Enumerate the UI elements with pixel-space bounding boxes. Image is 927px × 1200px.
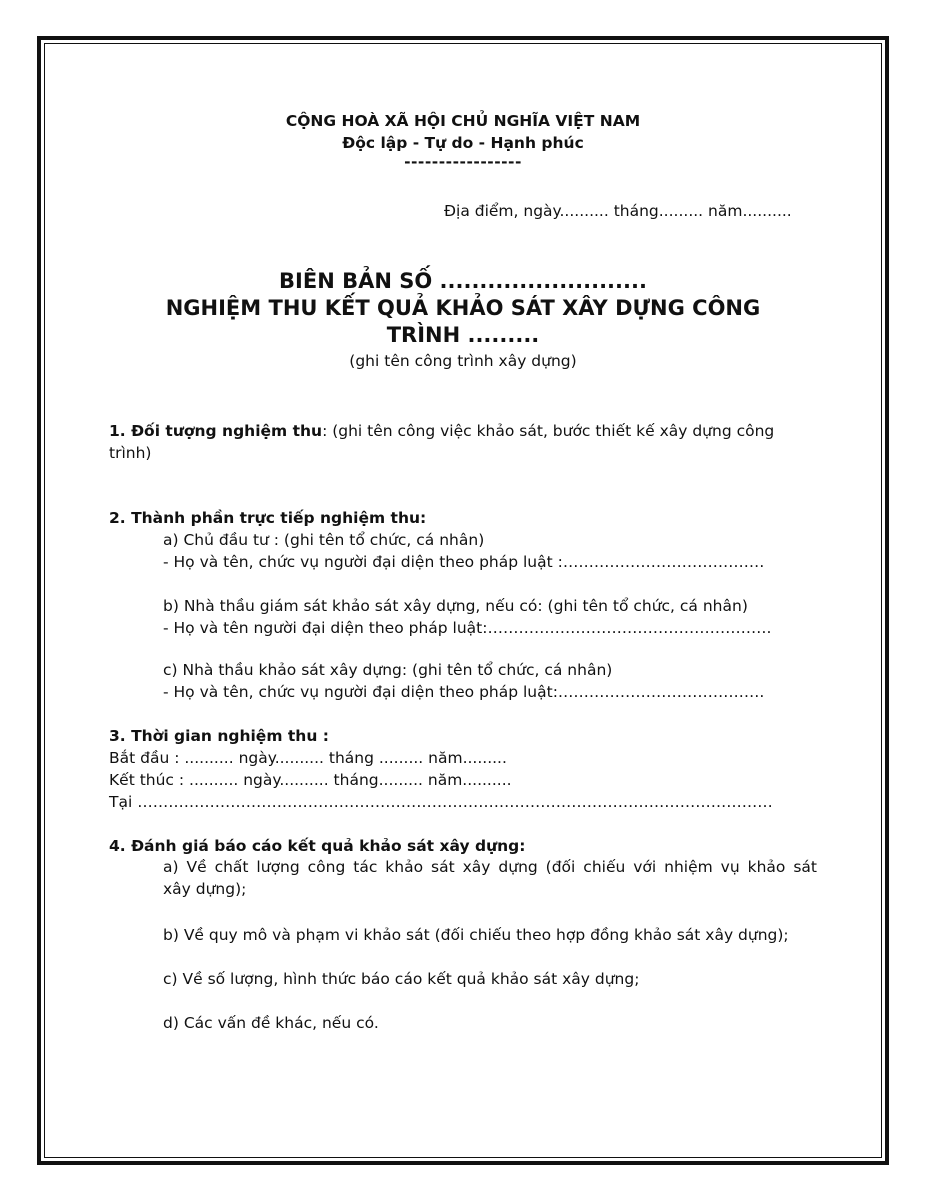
section-3-heading: 3. Thời gian nghiệm thu : [109,727,329,745]
section-1-heading: 1. Đối tượng nghiệm thu [109,422,323,440]
section-1-text: : (ghi tên công việc khảo sát, bước thiết kế xây dựng công [322,422,775,440]
section-2-supervisor-rep: - Họ và tên người đại diện theo pháp luật:………………………………………………. [163,619,772,637]
national-motto: Độc lập - Tự do - Hạnh phúc [342,134,584,152]
section-2-surveyor: c) Nhà thầu khảo sát xây dựng: (ghi tên tổ chức, cá nhân) [163,661,613,679]
place-date-line: Địa điểm, ngày.......... tháng......... năm.......... [444,202,792,220]
section-2-investor: a) Chủ đầu tư : (ghi tên tổ chức, cá nhân) [163,531,485,549]
section-3-location: Tại …………………………………………………………………………………………………………… [109,793,773,811]
nation-name: CỘNG HOÀ XÃ HỘI CHỦ NGHĨA VIỆT NAM [285,112,641,130]
section-4-report-count: c) Về số lượng, hình thức báo cáo kết quả khảo sát xây dựng; [163,970,640,988]
section-1-line-1 [109,421,817,441]
document-number-title: BIÊN BẢN SỐ .......................... [279,269,647,293]
section-2-supervisor: b) Nhà thầu giám sát khảo sát xây dựng, nếu có: (ghi tên tổ chức, cá nhân) [163,597,748,615]
section-4-quality-cont: xây dựng); [163,880,247,898]
section-3-end: Kết thúc : .......... ngày.......... tháng......... năm.......... [109,771,512,789]
section-4-other: d) Các vấn đề khác, nếu có. [163,1014,379,1032]
section-2-investor-rep: - Họ và tên, chức vụ người đại diện theo pháp luật :………………………………… [163,553,765,571]
section-4-scope: b) Về quy mô và phạm vi khảo sát (đối chiếu theo hợp đồng khảo sát xây dựng); [163,926,789,944]
document-title-line-2: TRÌNH ......... [386,323,540,347]
section-4-quality: a) Về chất lượng công tác khảo sát xây dựng (đối chiếu với nhiệm vụ khảo sát [163,858,817,876]
header-divider: ----------------- [404,153,522,171]
section-4-heading: 4. Đánh giá báo cáo kết quả khảo sát xây dựng: [109,837,526,855]
section-2-heading: 2. Thành phần trực tiếp nghiệm thu: [109,509,427,527]
document-title-line: NGHIỆM THU KẾT QUẢ KHẢO SÁT XÂY DỰNG CÔNG [165,296,761,320]
section-1-line-2: trình) [109,444,152,462]
section-2-surveyor-rep: - Họ và tên, chức vụ người đại diện theo pháp luật:…………………………………. [163,683,765,701]
section-3-start: Bắt đầu : .......... ngày.......... tháng ......... năm......... [109,749,507,767]
title-note: (ghi tên công trình xây dựng) [349,352,577,370]
